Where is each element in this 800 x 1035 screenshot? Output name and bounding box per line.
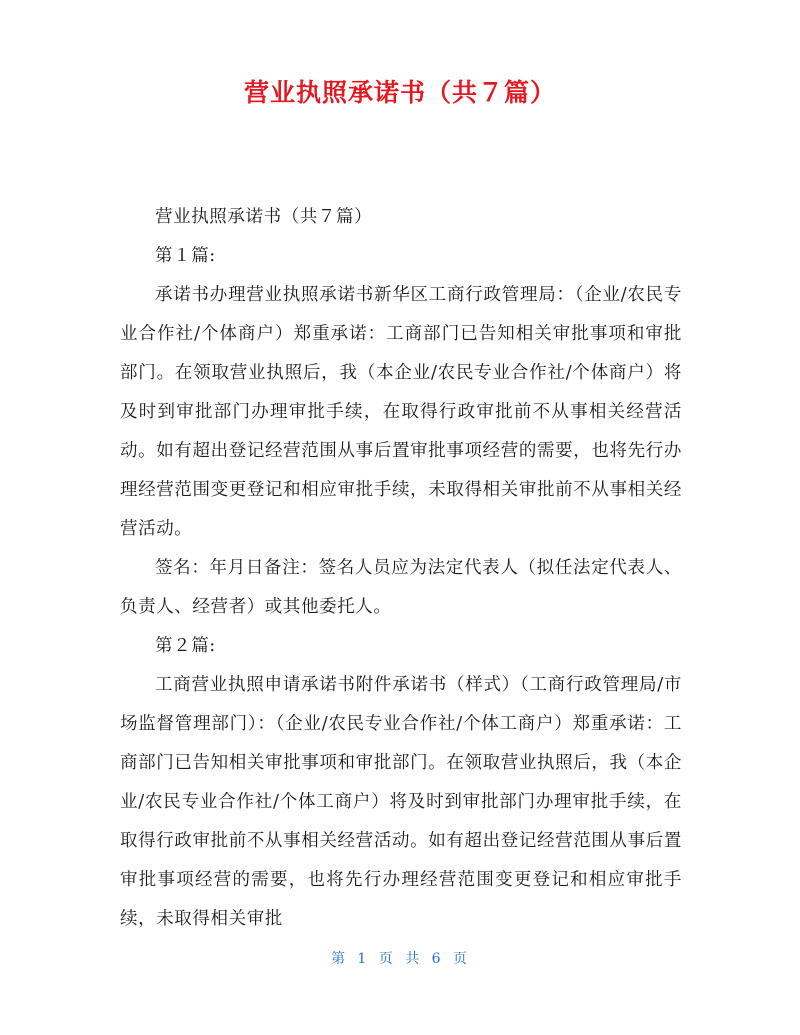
body-paragraph: 工商营业执照申请承诺书附件承诺书（样式）（工商行政管理局/市场监督管理部门）：（企业/农民专业合作社/个体工商户）郑重承诺：工商部门已告知相关审批事项和审批部门。在领取营业执照后，我（本企业/农民专业合作社/个体工商户）将及时到审批部门办理审批手续，在取得行政审批前不从事相关经营活动。如有超出登记经营范围从事后置审批事项经营的需要，也将先行办理经营范围变更登记和相应审批手续，未取得相关审批: [120, 675, 682, 929]
page-footer: 第 1 页 共 6 页: [330, 951, 470, 967]
document-body: [120, 198, 682, 939]
body-paragraph: 营业执照承诺书（共７篇）: [155, 207, 373, 227]
body-paragraph: 签名：年月日备注：签名人员应为法定代表人（拟任法定代表人、负责人、经营者）或其他委托人。: [120, 558, 682, 617]
section-heading: 第１篇:: [155, 246, 216, 266]
body-paragraph: 承诺书办理营业执照承诺书新华区工商行政管理局：（企业/农民专业合作社/个体商户）郑重承诺：工商部门已告知相关审批事项和审批部门。在领取营业执照后，我（本企业/农民专业合作社/个体商户）将及时到审批部门办理审批手续，在取得行政审批前不从事相关经营活动。如有超出登记经营范围从事后置审批事项经营的需要，也将先行办理经营范围变更登记和相应审批手续，未取得相关审批前不从事相关经营活动。: [120, 285, 682, 539]
section-heading: 第２篇:: [155, 636, 216, 656]
page-title: 营业执照承诺书（共７篇）: [243, 78, 556, 107]
